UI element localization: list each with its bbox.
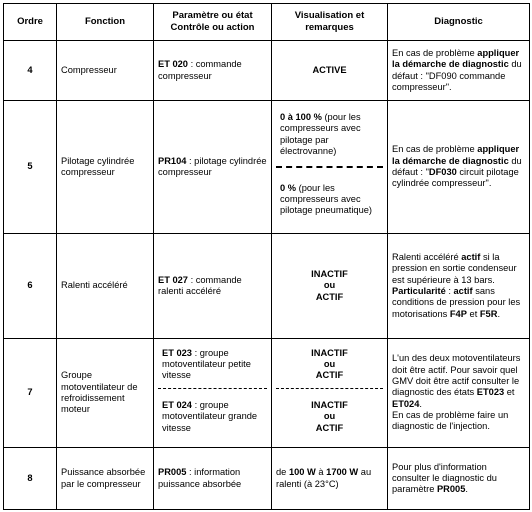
param-grande-vitesse: ET 024 : groupe motoventilateur grande vitesse <box>162 400 258 433</box>
header-diagnostic: Diagnostic <box>388 4 530 41</box>
cell-fonction: Puissance absorbée par le compresseur <box>57 448 154 510</box>
table-row <box>4 234 530 339</box>
cell-diagnostic: En cas de problème appliquer la démarche de diagnostic du défaut : "DF030 circuit pilotage cylindrée compresseur". <box>388 101 530 234</box>
table-row <box>4 339 530 448</box>
visu-grande-vitesse: INACTIF ou ACTIF <box>311 400 348 433</box>
visu-petite-vitesse: INACTIF ou ACTIF <box>276 341 383 389</box>
cell-visualisation <box>272 101 388 234</box>
visu-pneumatique: 0 % (pour les compresseurs avec pilotage pneumatique) <box>280 182 373 216</box>
cell-fonction: Ralenti accéléré <box>57 234 154 339</box>
cell-parametre: PR005 : information puissance absorbée <box>154 448 272 510</box>
diagnostic-paragraph: Ralenti accéléré actif si la pression en sortie condenseur est supérieure à 13 bars. <box>392 252 517 285</box>
cell-ordre: 5 <box>4 101 57 234</box>
diagnostic-paragraph: En cas de problème faire un diagnostic de l'injection. <box>392 409 509 432</box>
cell-ordre: 8 <box>4 448 57 510</box>
cell-visualisation: de 100 W à 1700 W au ralenti (à 23°C) <box>272 448 388 510</box>
cell-diagnostic <box>388 234 530 339</box>
cell-parametre: PR104 : pilotage cylindrée compresseur <box>154 101 272 234</box>
header-ordre: Ordre <box>4 4 57 41</box>
cell-visualisation: INACTIF ou ACTIF <box>272 234 388 339</box>
param-petite-vitesse: ET 023 : groupe motoventilateur petite vitesse <box>158 341 267 389</box>
cell-parametre: ET 027 : commande ralenti accéléré <box>154 234 272 339</box>
cell-parametre: ET 020 : commande compresseur <box>154 41 272 101</box>
visu-electrovanne: 0 à 100 % (pour les compresseurs avec pilotage par électrovanne) <box>276 103 383 168</box>
table-header-row <box>4 4 530 41</box>
table-row <box>4 448 530 510</box>
diagnostic-paragraph: Particularité : actif sans conditions de pression pour les motorisations F4P et F5R. <box>392 286 521 319</box>
header-fonction: Fonction <box>57 4 154 41</box>
cell-diagnostic: En cas de problème appliquer la démarche de diagnostic du défaut : "DF090 commande compresseur". <box>388 41 530 101</box>
cell-ordre: 6 <box>4 234 57 339</box>
table-row <box>4 41 530 101</box>
cell-fonction: Compresseur <box>57 41 154 101</box>
cell-visualisation <box>272 339 388 448</box>
cell-fonction: Pilotage cylindrée compresseur <box>57 101 154 234</box>
table-row <box>4 101 530 234</box>
header-parametre: Paramètre ou état Contrôle ou action <box>154 4 272 41</box>
cell-parametre <box>154 339 272 448</box>
cell-diagnostic <box>388 339 530 448</box>
cell-diagnostic: Pour plus d'information consulter le diagnostic du paramètre PR005. <box>388 448 530 510</box>
cell-ordre: 4 <box>4 41 57 101</box>
diagnostic-paragraph: L'un des deux motoventilateurs doit être actif. Pour savoir quel GMV doit être actif consulter le diagnostic des états ET023 et ET024. <box>392 353 521 409</box>
cell-ordre: 7 <box>4 339 57 448</box>
header-visualisation: Visualisation et remarques <box>272 4 388 41</box>
cell-fonction: Groupe motoventilateur de refroidissement moteur <box>57 339 154 448</box>
diagnostic-table <box>3 3 530 510</box>
cell-visualisation: ACTIVE <box>272 41 388 101</box>
